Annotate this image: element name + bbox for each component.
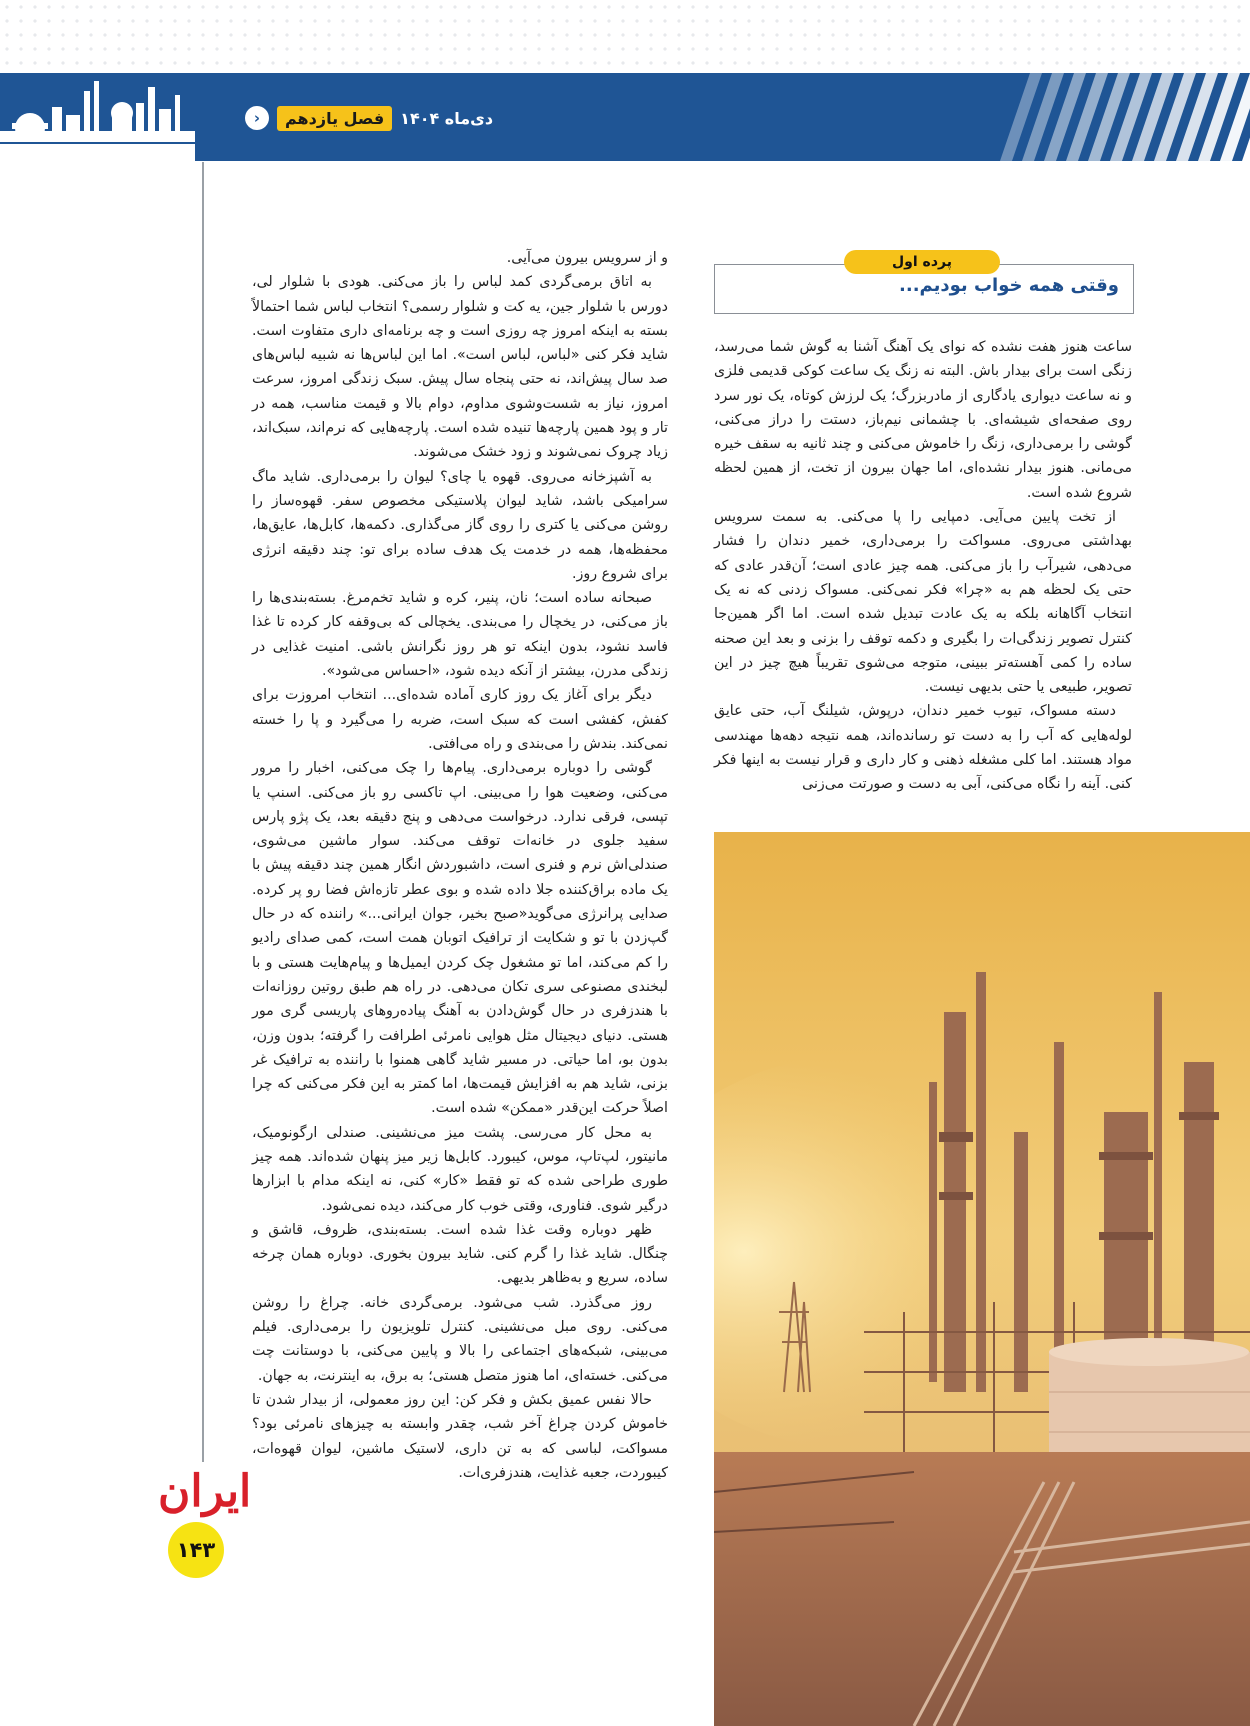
dot-pattern (0, 0, 1250, 72)
section-tab: پرده اول (844, 250, 1000, 274)
refinery-skyline-icon (0, 73, 195, 161)
issue-date: دی‌ماه ۱۴۰۴ (400, 108, 494, 128)
header-info (245, 102, 493, 134)
paragraph: به محل کار می‌رسی. پشت میز می‌نشینی. صندلی ارگونومیک، مانیتور، لپ‌تاپ، موس، کیبورد. کابل‌ها زیر میز پنهان شده‌اند. همه چیز طوری طراحی شده که تو فقط «کار» کنی، نه اینکه مدام با ابزارها درگیر شوی. فناوری، وقتی خوب کار می‌کند، دیده نمی‌شود. (252, 1124, 668, 1214)
paragraph: صبحانه ساده است؛ نان، پنیر، کره و شاید تخم‌مرغ. بسته‌بندی‌ها را باز می‌کنی، در یخچال را می‌بندی. یخچالی که بی‌وقفه کار کرده تا غذا فاسد نشود، بدون اینکه تو هر روز نگرانش باشی. امنیت غذایی در زندگی مدرن، بیشتر از آنکه دیده شود، «احساس می‌شود». (252, 590, 668, 680)
refinery-illustration (714, 832, 1250, 1726)
paragraph: ظهر دوباره وقت غذا شده است. بسته‌بندی، ظروف، قاشق و چنگال. شاید غذا را گرم کنی. شاید بیرون بخوری. دوباره همان چرخه ساده، سریع و به‌ظاهر بدیهی. (252, 1221, 668, 1287)
chapter-label: فصل یازدهم (277, 106, 392, 131)
paragraph: گوشی را دوباره برمی‌داری. پیام‌ها را چک می‌کنی، اخبار را مرور می‌کنی، وضعیت هوا را می‌بینی. اپ تاکسی رو باز می‌کنی. اسنپ یا تپسی، فرقی ندارد. درخواست می‌دهی و پنج دقیقه بعد، یک پژو پارس سفید جلوی در خانه‌ات توقف می‌کند. سوار ماشین می‌شوی، صندلی‌اش نرم و فنری است، داشبوردش انگار همین چند دقیقه پیش با یک ماده براق‌کننده جلا داده شده و بوی عطر تازه‌اش فضا رو پر کرده. صدایی پرانرژی می‌گوید«صبح بخیر، جوان ایرانی...» راننده که در حال گپ‌زدن با تو و شکایت از ترافیک اتوبان همت است، کمی صدای رادیو را کم می‌کند، اما تو مشغول چک کردن ایمیل‌ها و پیام‌هایت هستی و با لبخندی مصنوعی سری تکان می‌دهی. در راه هم طبق روتین روزانه‌ات با هندزفری در حال گوش‌دادن به آهنگ پیاده‌روهای پاریسی گری مور هستی. دنیای دیجیتال مثل هوایی نامرئی اطرافت را گرفته؛ بدون وزن، بدون بو، اما حیاتی. در مسیر شاید گاهی همنوا با راننده به ترافیک غر بزنی، شاید هم به افزایش قیمت‌ها، اما کمتر به این فکر می‌کنی که چرا اصلاً حرکت این‌قدر «ممکن» شده است. (252, 760, 668, 1117)
paragraph: حالا نفس عمیق بکش و فکر کن: این روز معمولی، از بیدار شدن تا خاموش کردن چراغ آخر شب، چقدر وابسته به چیزهای نامرئی بود؟ مسواکت، لباسی که به تن داری، لاستیک ماشین، لیوان قهوه‌ات، کیبوردت، جعبه غذایت، هندزفری‌ات. (252, 1391, 668, 1481)
page-header (0, 73, 1250, 161)
column-divider (202, 162, 204, 1462)
paragraph: به آشپزخانه می‌روی. قهوه یا چای؟ لیوان را برمی‌داری. شاید ماگ سرامیکی باشد، شاید لیوان پلاستیکی مخصوص سفر. قهوه‌ساز را روشن می‌کنی یا کتری را روی گاز می‌گذاری. دکمه‌ها، کابل‌ها، عایق‌ها، محفظه‌ها، همه در خدمت یک هدف ساده برای تو: چند دقیقه انرژی برای شروع روز. (252, 468, 668, 582)
paragraph: و از سرویس بیرون می‌آیی. (506, 250, 668, 266)
header-stripes (990, 73, 1250, 161)
refinery-photo (714, 832, 1250, 1726)
chevron-left-icon[interactable]: ‹ (245, 106, 269, 130)
paragraph: روز می‌گذرد. شب می‌شود. برمی‌گردی خانه. چراغ را روشن می‌کنی. روی مبل می‌نشینی. کنترل تلویزیون را برمی‌داری. فیلم می‌بینی، شبکه‌های اجتماعی را بالا و پایین می‌کنی، با دوستانت چت می‌کنی. خسته‌ای، اما هنوز متصل هستی؛ به برق، به اینترنت، به جهان. (252, 1294, 668, 1384)
section-title: وقتی همه خواب بودیم... (899, 275, 1119, 296)
paragraph: ساعت هنوز هفت نشده که نوای یک آهنگ آشنا به گوش شما می‌رسد، زنگی است برای بیدار باش. البته نه زنگ یک ساعت کوکی قدیمی فلزی و نه ساعت دیواری یادگاری از مادربزرگ؛ یک لرزش کوتاه، یک نور سرد روی صفحه‌ای شیشه‌ای. با چشمانی نیم‌باز، دستت را دراز می‌کنی، گوشی را برمی‌داری، زنگ را خاموش می‌کنی و چند ثانیه به سقف خیره می‌مانی. هنوز بیدار نشده‌ای، اما جهان بیرون از تخت، از همین لحظه شروع شده است. (714, 339, 1132, 501)
article-column-right (714, 335, 1132, 797)
page-number: ۱۴۳ (168, 1522, 224, 1578)
paragraph: به اتاق برمی‌گردی کمد لباس را باز می‌کنی. هودی با شلوار لی، دورس با شلوار جین، یه کت و شلوار رسمی؟ انتخاب لباس شما احتمالاً بسته به اینکه امروز چه روزی است و چه برنامه‌ای داری متفاوت است. شاید فکر کنی «لباس، لباس است». اما این لباس‌ها نه شبیه لباس‌های صد سال پیش‌اند، نه حتی پنجاه سال پیش. سبک زندگی امروز، سرعت امروز، نیاز به شست‌وشوی مداوم، دوام بالا و قیمت مناسب، همه در تار و پود همین پارچه‌ها تنیده شده است. پارچه‌هایی که نرم‌اند، سبک‌اند، زیاد چروک نمی‌شوند و زود خشک می‌شوند. (252, 274, 668, 461)
paragraph: دسته مسواک، تیوب خمیر دندان، درپوش، شیلنگ آب، حتی عایق لوله‌هایی که آب را به دست تو رسانده‌اند، همه نتیجه دهه‌ها مهندسی مواد هستند. اما کلی مشغله ذهنی و کار داری و قرار نیست به اینها فکر کنی. آینه را نگاه می‌کنی، آبی به دست و صورتت می‌زنی (714, 703, 1132, 793)
magazine-logo: ایران (158, 1466, 252, 1517)
paragraph: از تخت پایین می‌آیی. دمپایی را پا می‌کنی. به سمت سرویس بهداشتی می‌روی. مسواکت را برمی‌داری، خمیر دندان را فشار می‌دهی، شیرآب را باز می‌کنی. همه چیز عادی است؛ آن‌قدر عادی که حتی یک لحظه هم به «چرا» فکر نمی‌کنی. مسواک زدنی که نه یک انتخاب آگاهانه بلکه به یک عادت تبدیل شده است. اما اگر همین‌جا کنترل تصویر زندگی‌ات را بگیری و دکمه توقف را بزنی و بعد این صحنه ساده را کمی آهسته‌تر ببینی، متوجه می‌شوی تقریباً هیچ چیز در این تصویر، طبیعی یا حتی بدیهی نیست. (714, 509, 1132, 696)
article-column-left (252, 246, 668, 1485)
paragraph: دیگر برای آغاز یک روز کاری آماده شده‌ای... انتخاب امروزت برای کفش، کفشی است که سبک است، ضربه را می‌گیرد و پا را خسته نمی‌کند. بندش را می‌بندی و راه می‌افتی. (252, 687, 668, 752)
